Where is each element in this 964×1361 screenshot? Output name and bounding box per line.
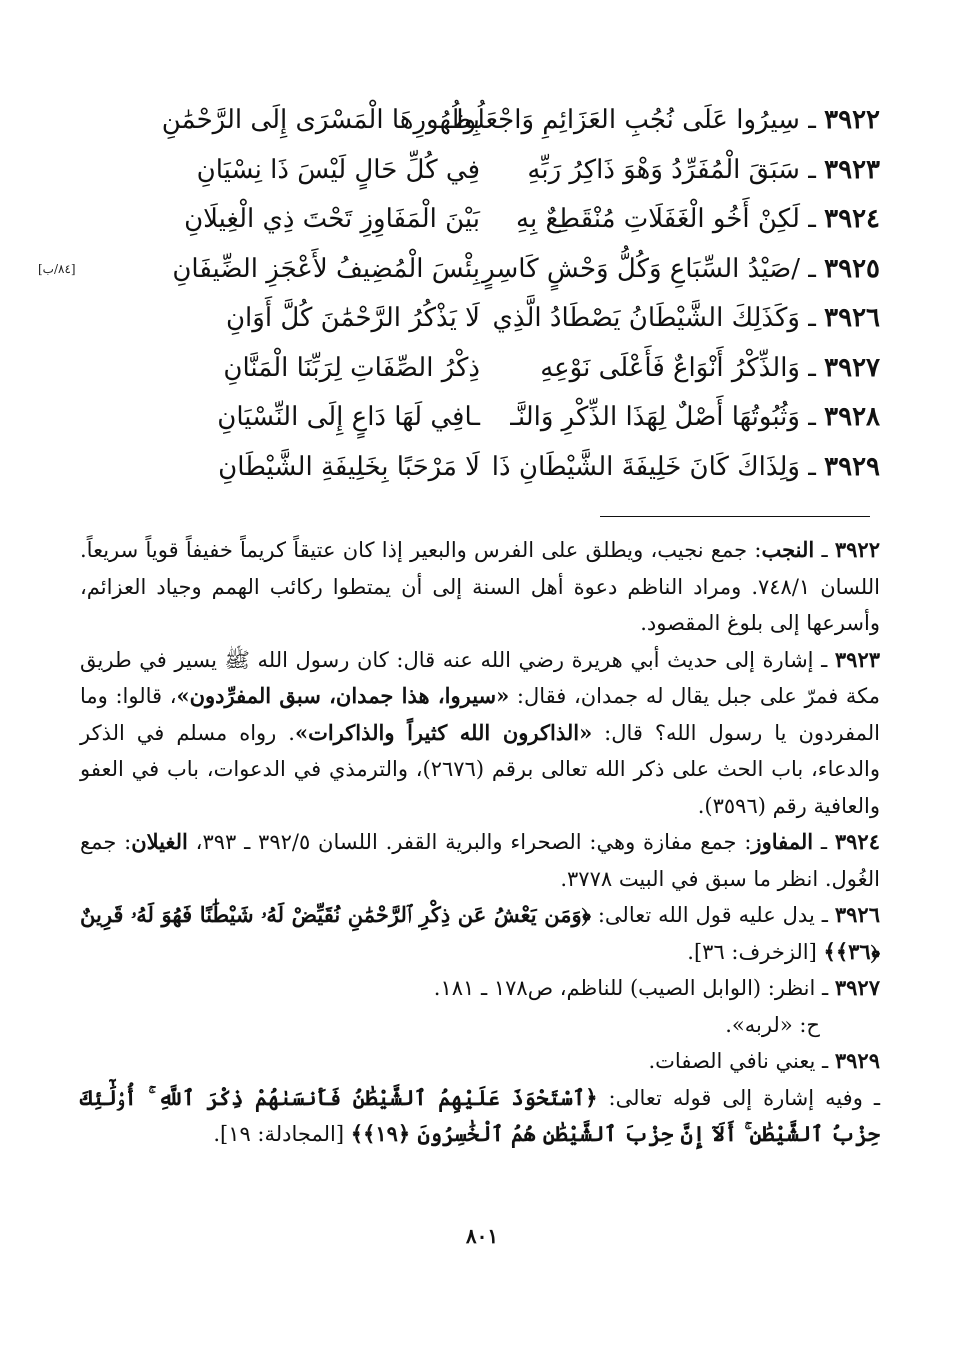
page-number: ٨٠١ [465, 1224, 499, 1248]
verse-text: وَلِذَاكَ كَانَ خَلِيفَةَ الشَّيْطَانِ ذَا [491, 451, 800, 482]
verse-second-hemistich: بِظُهُورِهَا الْمَسْرَى إِلَى الرَّحْمَٰنِ [161, 105, 480, 135]
verse-text: وَالذِّكْرُ أَنْوَاعٌ فَأَعْلَى نَوْعِهِ [540, 352, 800, 383]
footnote-text: . رواه مسلم في الذكر والدعاء، باب الحث على ذكر الله تعالى برقم (٢٦٧٦)، والترمذي في الدعوات، باب في العفو والعافية رقم (٣٥٩٦). [80, 720, 880, 818]
footnote-number: ٣٩٢٩ [834, 1048, 880, 1073]
footnote-number: ٣٩٢٤ [834, 829, 880, 854]
footnote: ٣٩٢٦ ـ يدل عليه قول الله تعالى: ﴿وَمَن يَعْشُ عَن ذِكْرِ ٱلرَّحْمَٰنِ نُقَيِّضْ لَهُۥ شَيْطَٰنًا فَهُوَ لَهُۥ قَرِينٌ ﴿٣٦﴾﴾ [الزخرف: ٣٦]. [80, 902, 880, 964]
verse-row [38, 245, 880, 295]
verse-second-hemistich: لَا مَرْحَبًا بِخَلِيفَةِ الشَّيْطَانِ [218, 451, 480, 482]
verse-first-hemistich: ٣٩٢٧ ـ وَالذِّكْرُ أَنْوَاعٌ فَأَعْلَى نَوْعِهِ [540, 352, 880, 383]
footnote-text: يدل عليه قول الله تعالى: [590, 903, 815, 927]
verse-number: ٣٩٢٨ [824, 402, 880, 432]
verse-number: ٣٩٢٧ [824, 352, 880, 383]
verse-text: بِئْسَ الْمُضِيفُ لأَعْجَزِ الضِّيفَانِ [172, 253, 480, 284]
verse-number: ٣٩٢٥ [824, 253, 880, 284]
footnote: ٣٩٢٤ ـ المفاوز: جمع مفازة وهي: الصحراء والبرية القفر. اللسان ٣٩٢/٥ ـ ٣٩٣، الغيلان: جمع الغُول. انظر ما سبق في البيت ٣٧٧٨. [80, 829, 880, 891]
verse-second-hemistich [38, 245, 480, 295]
verse-first-hemistich: ٣٩٢٨ ـ وَثُبُوتُهَا أَصْلٌ لِهَذَا الذِّكْرِ وَالنَّـ [510, 402, 880, 432]
footnote-text: : جمع مفازة وهي: الصحراء والبرية القفر. اللسان ٣٩٢/٥ ـ ٣٩٣، [187, 830, 752, 854]
verse-second-hemistich: بَيْنَ الْمَفَاوِزِ تَحْتَ ذِي الْغِيلَانِ [184, 204, 480, 234]
hadith-quote: «سيروا، هذا جمدان، سبق المفرِّدون» [176, 683, 510, 708]
verse-number: ٣٩٢٤ [824, 204, 880, 234]
verse-row [80, 96, 880, 146]
verse-row [80, 195, 880, 245]
verse-number: ٣٩٢٢ [824, 105, 880, 135]
verse-first-hemistich: ٣٩٢٩ ـ وَلِذَاكَ كَانَ خَلِيفَةَ الشَّيْطَانِ ذَا [491, 451, 880, 482]
verse-text: سَبَقَ الْمُفَرِّدُ وَهْوَ ذَاكِرُ رَبِّهِ [527, 154, 800, 185]
footnotes [80, 532, 880, 1153]
verse-number: ٣٩٢٩ [824, 451, 880, 482]
verse-text: /صَيْدُ السِّبَاعِ وَكُلُّ وَحْشٍ كَاسِرٍ [482, 253, 800, 284]
verse-first-hemistich: ٣٩٢٦ ـ وَكَذَلِكَ الشَّيْطَانُ يَصْطَادُ الَّذِي [492, 303, 880, 333]
footnote-term: الغيلان [131, 829, 188, 854]
verse-row [80, 443, 880, 493]
verse-second-hemistich: فِي كُلِّ حَالٍ لَيْسَ ذَا نِسْيَانِ [196, 154, 480, 185]
footnote: ٣٩٢٣ ـ إشارة إلى حديث أبي هريرة رضي الله عنه قال: كان رسول الله ﷺ يسير في طريق مكة فمرّ على جبل يقال له جمدان، فقال: «سيروا، هذا جمدان، سبق المفرِّدون»، قالوا: وما المفردون يا رسول الله؟ قال: «الذاكرون الله كثيراً والذاكرات». رواه مسلم في الذكر والدعاء، باب الحث على ذكر الله تعالى برقم (٢٦٧٦)، والترمذي في الدعوات، باب في العفو والعافية رقم (٣٥٩٦). [80, 646, 881, 818]
footnote: ٣٩٢٢ ـ النجب: جمع نجيب، ويطلق على الفرس والبعير إذا كان عتيقاً كريماً خفيفاً قوياً سريعاً. اللسان ٧٤٨/١. ومراد الناظم دعوة أهل السنة إلى أن يمتطوا ركائب الهمم وجياد العزائم، وأسرعها إلى بلوغ المقصود. [80, 537, 880, 635]
footnote-term: النجب [761, 537, 815, 562]
verse-row [80, 294, 880, 344]
verse-second-hemistich: ذِكْرُ الصِّفَاتِ لِرَبِّنَا الْمَنَّانِ [223, 352, 480, 383]
footnote-text: ، قالوا: وما المفردون يا رسول الله؟ قال: [80, 684, 880, 745]
footnote-number: ٣٩٢٢ [834, 537, 880, 562]
manuscript-folio-marker: [٨٤/ب] [38, 261, 76, 276]
footnote: ٣٩٢٩ ـ يعني نافي الصفات. [648, 1048, 880, 1073]
footnote-text: [المجادلة: ١٩]. [213, 1122, 351, 1146]
footnote-text: انظر: (الوابل الصيب) للناظم، ص١٧٨ ـ ١٨١. [433, 976, 816, 1000]
verse-text: وَكَذَلِكَ الشَّيْطَانُ يَصْطَادُ الَّذِي [492, 303, 800, 333]
footnote-number: ٣٩٢٣ [834, 646, 881, 672]
verse-first-hemistich: ٣٩٢٥ ـ /صَيْدُ السِّبَاعِ وَكُلُّ وَحْشٍ كَاسِرٍ [482, 253, 880, 284]
footnote-text: [الزخرف: ٣٦]. [687, 939, 824, 964]
footnote-text: يعني نافي الصفات. [648, 1049, 816, 1073]
verse-text: لَكِنْ أَخُو الْغَفَلَاتِ مُنْقَطِعٌ بِهِ [516, 204, 800, 234]
footnote-separator [600, 516, 870, 517]
footnote-number: ٣٩٢٦ [834, 902, 880, 927]
verse-text: وَثُبُوتُهَا أَصْلٌ لِهَذَا الذِّكْرِ وَالنَّـ [510, 402, 800, 432]
footnote: ٣٩٢٧ ـ انظر: (الوابل الصيب) للناظم، ص١٧٨ ـ ١٨١. [433, 975, 880, 1000]
footnote-text: ـ وفيه إشارة إلى قوله تعالى: [597, 1085, 880, 1110]
verse-number: ٣٩٢٦ [824, 303, 880, 333]
verse-row [80, 146, 880, 196]
verse-first-hemistich: ٣٩٢٢ ـ سِيرُوا عَلَى نُجُبِ العَزَائِمِ وَاجْعَلُوا [456, 105, 880, 135]
verse-row [80, 344, 880, 394]
footnote-continuation [80, 1080, 880, 1153]
footnote-variant-reading: ح: «لربه». [725, 1012, 820, 1037]
quran-quote: ﴿ٱسْتَحْوَذَ عَلَيْهِمُ ٱلشَّيْطَٰنُ فَأَنسَىٰهُمْ ذِكْرَ ٱللَّهِ ۚ أُو۟لَٰٓئِكَ حِزْبُ ٱلشَّيْطَٰنِ ۚ أَلَآ إِنَّ حِزْبَ ٱلشَّيْطَٰنِ هُمُ ٱلْخَٰسِرُونَ ﴿١٩﴾﴾ [80, 1084, 880, 1146]
verse-first-hemistich: ٣٩٢٤ ـ لَكِنْ أَخُو الْغَفَلَاتِ مُنْقَطِعٌ بِهِ [516, 204, 880, 234]
verse-first-hemistich: ٣٩٢٣ ـ سَبَقَ الْمُفَرِّدُ وَهْوَ ذَاكِرُ رَبِّهِ [527, 154, 880, 185]
footnote-text: : جمع الغُول. انظر ما سبق في البيت ٣٧٧٨. [80, 830, 880, 891]
footnote-text: : جمع نجيب، ويطلق على الفرس والبعير إذا كان عتيقاً كريماً خفيفاً قوياً سريعاً. اللسان ٧٤٨/١. ومراد الناظم دعوة أهل السنة إلى أن يمتطوا ركائب الهمم وجياد العزائم، وأسرعها إلى بلوغ المقصود. [80, 538, 880, 635]
hadith-quote: «الذاكرون الله كثيراً والذاكرات» [294, 719, 593, 745]
verse-second-hemistich: ـافِي لَهَا دَاعٍ إِلَى النِّسْيَانِ [217, 402, 480, 432]
verse-number: ٣٩٢٣ [824, 154, 880, 185]
verse-second-hemistich: لَا يَذْكُرُ الرَّحْمَٰنَ كُلَّ أَوَانِ [225, 303, 480, 333]
footnote-number: ٣٩٢٧ [834, 975, 880, 1000]
quran-quote: ﴿وَمَن يَعْشُ عَن ذِكْرِ ٱلرَّحْمَٰنِ نُقَيِّضْ لَهُۥ شَيْطَٰنًا فَهُوَ لَهُۥ قَرِينٌ ﴿٣٦﴾﴾ [80, 902, 880, 964]
verse-row [80, 393, 880, 443]
poem-verses [38, 96, 880, 492]
verse-text: سِيرُوا عَلَى نُجُبِ العَزَائِمِ وَاجْعَلُوا [456, 105, 800, 135]
footnote-term: المفاوز [751, 829, 814, 854]
footnote-text: إشارة إلى حديث أبي هريرة رضي الله عنه قال: كان رسول الله ﷺ يسير في طريق مكة فمرّ على جبل يقال له جمدان، فقال: [80, 647, 880, 708]
